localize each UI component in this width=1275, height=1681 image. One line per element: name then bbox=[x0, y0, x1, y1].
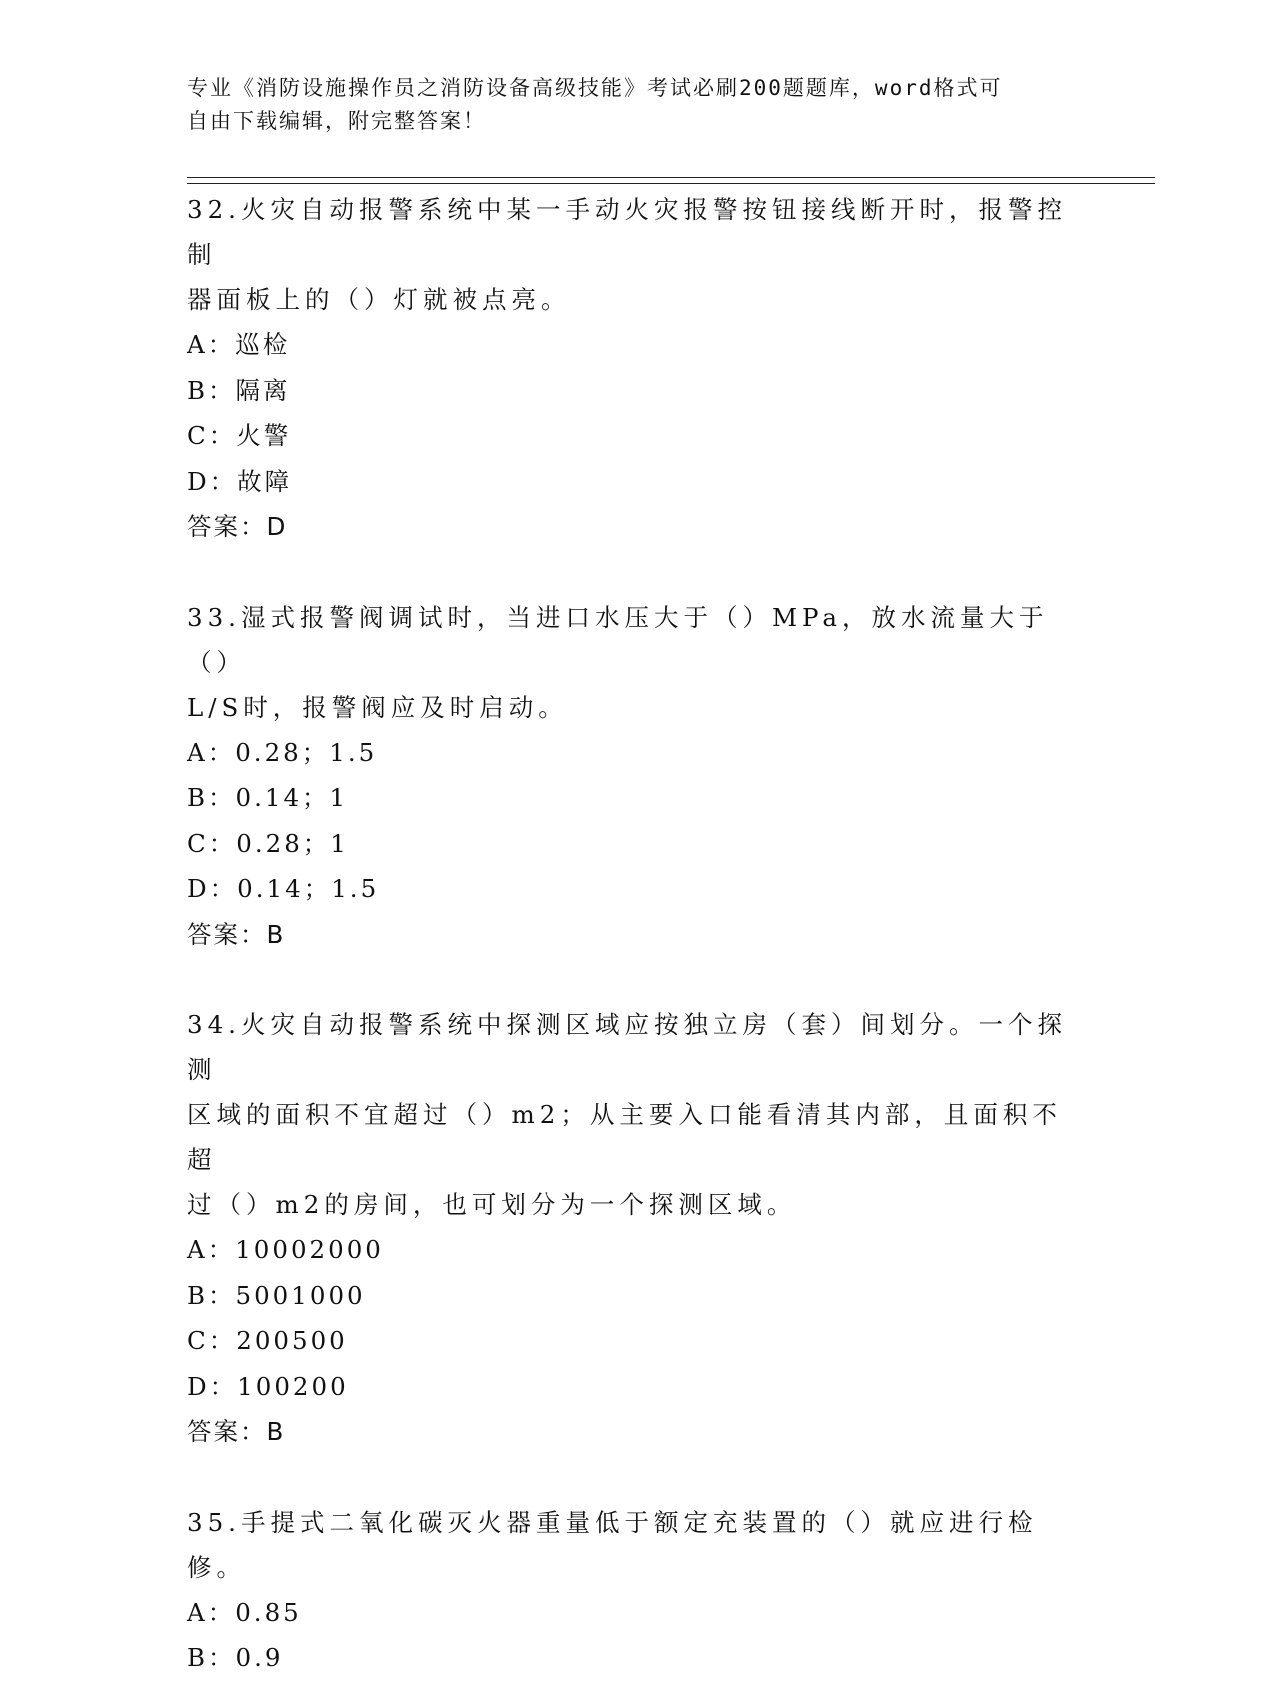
question-stem: 32.火灾自动报警系统中某一手动火灾报警按钮接线断开时，报警控制 bbox=[187, 195, 1067, 269]
answer-option: A：10002000 bbox=[187, 1235, 384, 1264]
question-spacer bbox=[187, 1455, 1087, 1500]
question-stem: L/S时，报警阀应及时启动。 bbox=[187, 692, 568, 722]
answer-key: 答案：D bbox=[187, 512, 288, 541]
answer-option: A：0.85 bbox=[187, 1597, 302, 1627]
header-divider bbox=[187, 177, 1155, 178]
question-block bbox=[187, 1500, 1087, 1681]
answer-option: B：0.14；1 bbox=[187, 783, 349, 812]
answer-option: A：0.28；1.5 bbox=[187, 737, 378, 767]
answer-option: B：5001000 bbox=[187, 1280, 366, 1310]
header-line: 自由下载编辑，附完整答案！ bbox=[187, 109, 486, 133]
question-spacer bbox=[187, 550, 1087, 595]
question-block bbox=[187, 187, 1087, 595]
question-stem: 器面板上的（）灯就被点亮。 bbox=[187, 285, 571, 314]
question-stem: 过（）m2的房间，也可划分为一个探测区域。 bbox=[187, 1190, 797, 1219]
answer-option: C：0.28；1 bbox=[187, 828, 349, 858]
answer-option: D：故障 bbox=[187, 466, 293, 496]
document-header bbox=[187, 72, 1067, 138]
header-divider bbox=[187, 183, 1155, 184]
question-stem: 区域的面积不宜超过（）m2；从主要入口能看清其内部，且面积不超 bbox=[187, 1100, 1062, 1174]
question-stem: 33.湿式报警阀调试时，当进口水压大于（）MPa，放水流量大于（） bbox=[187, 602, 1049, 677]
question-block bbox=[187, 1002, 1087, 1500]
header-line: 专业《消防设施操作员之消防设备高级技能》考试必刷200题题库，word格式可 bbox=[187, 76, 1003, 100]
answer-option: D：0.14；1.5 bbox=[187, 874, 380, 903]
answer-key: 答案：B bbox=[187, 1417, 286, 1446]
answer-option: D：100200 bbox=[187, 1371, 349, 1401]
question-block bbox=[187, 595, 1087, 1003]
question-stem: 34.火灾自动报警系统中探测区域应按独立房（套）间划分。一个探测 bbox=[187, 1010, 1067, 1084]
answer-option: B：隔离 bbox=[187, 375, 291, 405]
question-stem: 35.手提式二氧化碳灭火器重量低于额定充装置的（）就应进行检修。 bbox=[187, 1507, 1038, 1582]
question-list bbox=[187, 187, 1087, 1681]
question-spacer bbox=[187, 957, 1087, 1002]
answer-option: C：200500 bbox=[187, 1326, 348, 1355]
answer-option: B：0.9 bbox=[187, 1643, 284, 1672]
answer-key: 答案：B bbox=[187, 919, 286, 949]
answer-option: A：巡检 bbox=[187, 330, 291, 359]
answer-option: C：火警 bbox=[187, 421, 292, 450]
